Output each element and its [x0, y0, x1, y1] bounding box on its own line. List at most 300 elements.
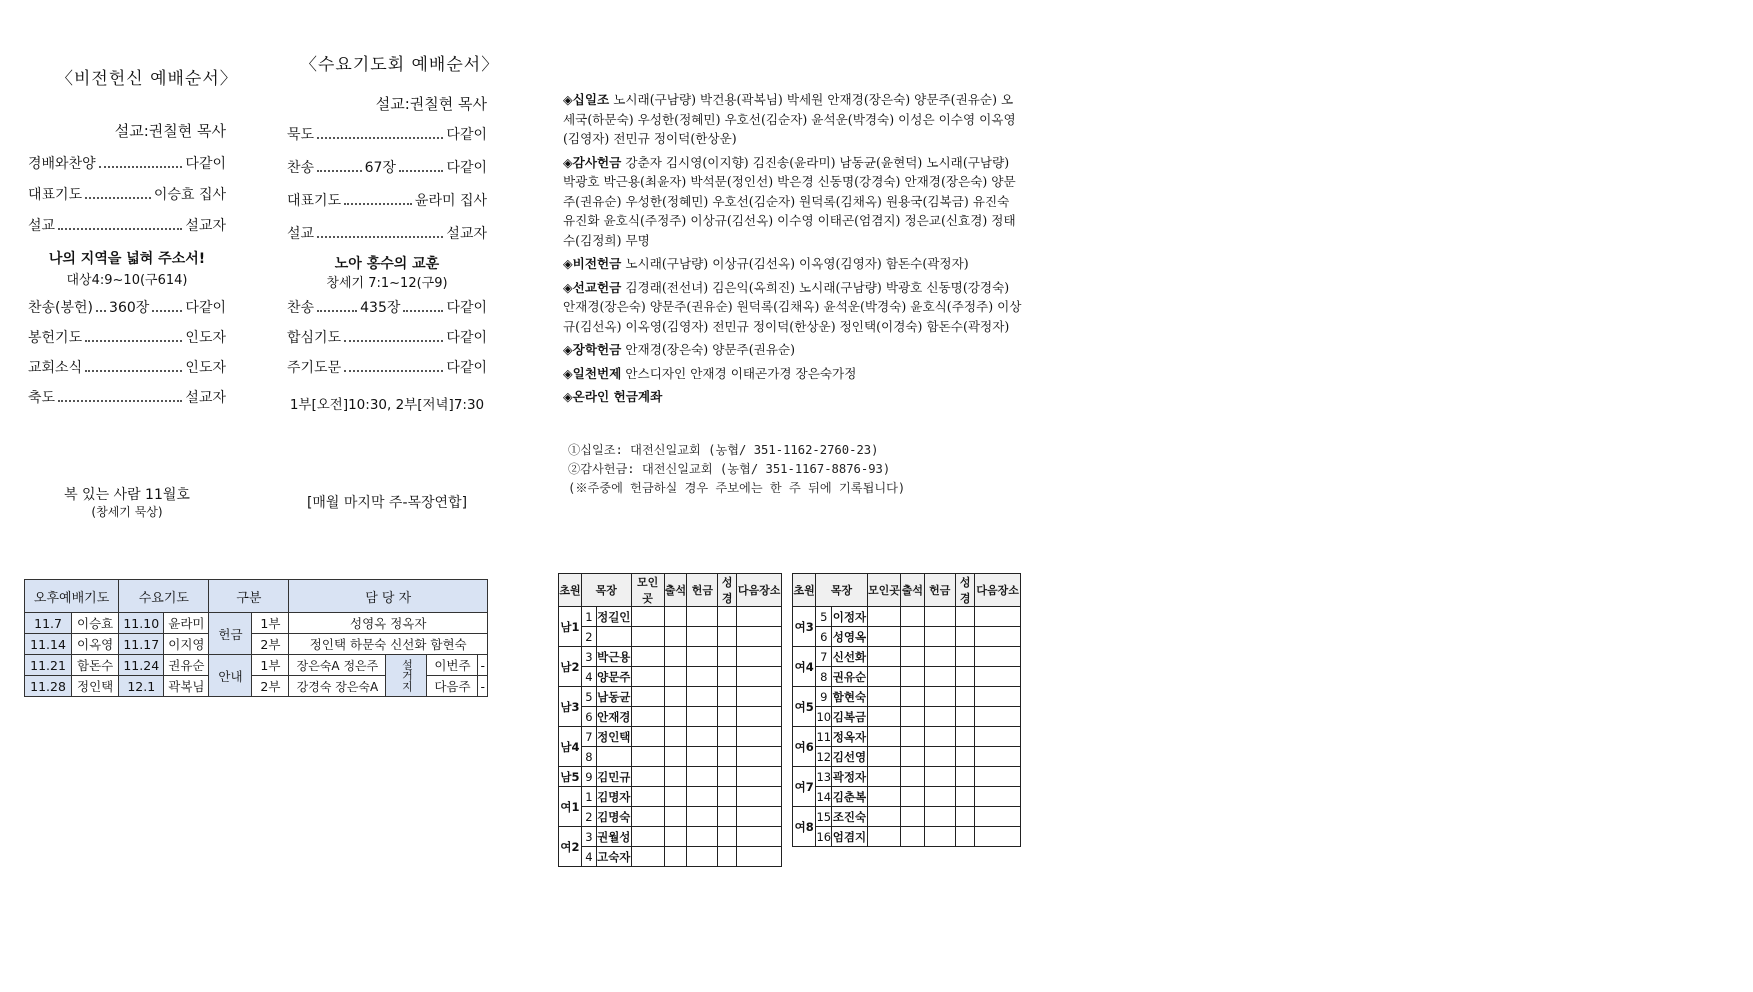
item-label: 대표기도 [287, 193, 342, 209]
vision-item [28, 153, 226, 173]
group-label: 여2 [559, 827, 582, 867]
attendance-cell [718, 707, 737, 727]
duty-assignees: 장은숙A 정은주 [289, 655, 386, 676]
mokjang-leader: 남동균 [596, 687, 631, 707]
duty-cleaning-person: - [478, 655, 488, 676]
attendance-cell [956, 767, 975, 787]
attendance-cell [631, 727, 664, 747]
attendance-cell [901, 687, 924, 707]
mokjang-leader: 신선화 [832, 647, 868, 667]
offering-head: ◈장학헌금 [563, 342, 622, 357]
attendance-cell [664, 847, 687, 867]
attendance-cell [975, 727, 1021, 747]
offering-head: ◈감사헌금 [563, 154, 622, 170]
duty-cleaning-week: 이번주 [427, 655, 478, 676]
attendance-header: 다음장소 [737, 574, 782, 607]
item-label: 축도 [28, 390, 56, 406]
attendance-cell [631, 667, 664, 687]
attendance-cell [631, 687, 664, 707]
wednesday-item [287, 157, 487, 177]
item-value: 설교자 [185, 390, 226, 406]
attendance-cell [975, 607, 1021, 627]
group-label: 남4 [559, 727, 582, 767]
mokjang-leader: 안재경 [596, 707, 631, 727]
attendance-row [559, 707, 782, 727]
attendance-cell [718, 727, 737, 747]
duty-cleaning-label: 설거지 [386, 655, 427, 697]
wednesday-order-list-1 [287, 124, 487, 243]
attendance-cell [901, 807, 924, 827]
attendance-header: 모인곳 [631, 574, 664, 607]
attendance-cell [718, 807, 737, 827]
mokjang-leader: 이정자 [832, 607, 868, 627]
attendance-row [793, 707, 1021, 727]
attendance-header: 초원 [793, 574, 816, 607]
mokjang-leader: 성영옥 [832, 627, 868, 647]
group-label: 남3 [559, 687, 582, 727]
attendance-cell [687, 767, 718, 787]
attendance-header-row [793, 574, 1021, 607]
duty-header: 담 당 자 [289, 580, 488, 613]
item-mid: 360장 [109, 300, 150, 316]
attendance-cell [956, 707, 975, 727]
wednesday-item [287, 124, 487, 144]
mokjang-leader [596, 747, 631, 767]
attendance-cell [737, 667, 782, 687]
wednesday-item [287, 327, 487, 347]
vision-footer-sub: (창세기 묵상) [91, 505, 163, 519]
attendance-cell [956, 687, 975, 707]
vision-item [28, 327, 226, 347]
item-label: 경배와찬양 [28, 156, 96, 172]
attendance-row [793, 647, 1021, 667]
attendance-cell [924, 707, 955, 727]
account-line: ①십일조: 대전신일교회 (농협/ 351-1162-2760-23) [568, 443, 879, 457]
offering-head: ◈일천번제 [563, 365, 622, 381]
wednesday-title: 〈수요기도회 예배순서〉 [300, 55, 500, 75]
attendance-row [793, 727, 1021, 747]
attendance-cell [664, 667, 687, 687]
attendance-cell [867, 727, 900, 747]
attendance-cell [924, 647, 955, 667]
attendance-cell [924, 807, 955, 827]
mokjang-leader: 김복금 [832, 707, 868, 727]
item-label: 찬송 [287, 160, 315, 176]
offering-names: 노시래(구남량) 이상규(김선옥) 이옥영(김영자) 함돈수(곽정자) [625, 256, 969, 271]
attendance-header: 출석 [664, 574, 687, 607]
attendance-header: 출석 [901, 574, 924, 607]
attendance-cell [901, 767, 924, 787]
attendance-cell [718, 627, 737, 647]
duty-date: 11.10 [119, 613, 164, 634]
attendance-cell [975, 767, 1021, 787]
item-value: 다같이 [446, 127, 487, 143]
vision-order-list-2 [28, 297, 226, 407]
duty-person: 곽복님 [164, 676, 209, 697]
duty-row [25, 655, 488, 676]
attendance-row [559, 827, 782, 847]
duty-person: 정인택 [72, 676, 119, 697]
duty-date: 12.1 [119, 676, 164, 697]
duty-person: 함돈수 [72, 655, 119, 676]
vision-sermon-ref: 대상4:9~10(구614) [66, 273, 188, 288]
attendance-cell [975, 667, 1021, 687]
attendance-cell [901, 667, 924, 687]
attendance-cell [718, 687, 737, 707]
attendance-cell [975, 747, 1021, 767]
mokjang-leader: 고숙자 [596, 847, 631, 867]
attendance-cell [687, 607, 718, 627]
mokjang-number: 16 [816, 827, 832, 847]
attendance-row [793, 627, 1021, 647]
attendance-cell [737, 827, 782, 847]
item-value: 인도자 [185, 330, 226, 346]
attendance-cell [664, 627, 687, 647]
attendance-cell [687, 827, 718, 847]
mokjang-leader: 김명숙 [596, 807, 631, 827]
attendance-cell [956, 787, 975, 807]
attendance-row [559, 607, 782, 627]
vision-preacher: 설교:권칠현 목사 [114, 122, 226, 140]
offering-vision [563, 254, 1023, 274]
mokjang-number: 6 [581, 707, 596, 727]
mokjang-number: 13 [816, 767, 832, 787]
group-label: 여5 [793, 687, 816, 727]
duty-category: 안내 [209, 655, 252, 697]
attendance-cell [924, 667, 955, 687]
attendance-table-left [558, 573, 782, 867]
attendance-header: 성경 [718, 574, 737, 607]
duty-table [24, 579, 488, 697]
item-label: 설교 [28, 218, 56, 234]
offering-list [563, 90, 1023, 411]
mokjang-number: 11 [816, 727, 832, 747]
attendance-cell [867, 667, 900, 687]
attendance-cell [975, 807, 1021, 827]
mokjang-leader: 엄겸지 [832, 827, 868, 847]
attendance-row [793, 607, 1021, 627]
attendance-cell [631, 747, 664, 767]
attendance-cell [901, 647, 924, 667]
attendance-header: 목장 [816, 574, 867, 607]
attendance-cell [664, 727, 687, 747]
attendance-header: 목장 [581, 574, 631, 607]
mokjang-number: 5 [581, 687, 596, 707]
attendance-row [793, 747, 1021, 767]
attendance-cell [924, 787, 955, 807]
duty-assignees: 정인택 하문숙 신선화 함현숙 [289, 634, 488, 655]
item-label: 주기도문 [287, 360, 342, 376]
attendance-cell [664, 747, 687, 767]
attendance-cell [901, 827, 924, 847]
group-label: 여8 [793, 807, 816, 847]
item-value: 설교자 [446, 226, 487, 242]
attendance-cell [737, 707, 782, 727]
offering-scholarship [563, 340, 1023, 360]
wednesday-item [287, 297, 487, 317]
attendance-cell [975, 707, 1021, 727]
attendance-cell [867, 647, 900, 667]
wednesday-preacher: 설교:권칠현 목사 [375, 95, 487, 113]
attendance-cell [718, 787, 737, 807]
attendance-cell [901, 787, 924, 807]
attendance-cell [867, 767, 900, 787]
wednesday-times: 1부[오전]10:30, 2부[저녁]7:30 [289, 397, 485, 413]
duty-person: 이승효 [72, 613, 119, 634]
mokjang-number: 4 [581, 667, 596, 687]
attendance-row [793, 807, 1021, 827]
group-label: 여7 [793, 767, 816, 807]
mokjang-leader: 김민규 [596, 767, 631, 787]
mokjang-number: 8 [581, 747, 596, 767]
attendance-cell [737, 847, 782, 867]
item-value: 다같이 [185, 300, 226, 316]
item-value: 설교자 [185, 218, 226, 234]
duty-cleaning-week: 다음주 [427, 676, 478, 697]
mokjang-leader: 정인택 [596, 727, 631, 747]
attendance-header: 성경 [956, 574, 975, 607]
attendance-cell [867, 807, 900, 827]
mokjang-number: 8 [816, 667, 832, 687]
mokjang-leader: 정길인 [596, 607, 631, 627]
duty-sub: 1부 [252, 613, 289, 634]
duty-date: 11.24 [119, 655, 164, 676]
mokjang-number: 14 [816, 787, 832, 807]
mokjang-number: 15 [816, 807, 832, 827]
mokjang-number: 1 [581, 787, 596, 807]
attendance-row [559, 787, 782, 807]
wednesday-item [287, 357, 487, 377]
attendance-cell [956, 727, 975, 747]
wednesday-item [287, 223, 487, 243]
duty-person: 권유순 [164, 655, 209, 676]
attendance-cell [631, 707, 664, 727]
attendance-cell [718, 607, 737, 627]
wednesday-item [287, 190, 487, 210]
attendance-cell [924, 627, 955, 647]
duty-person: 이지영 [164, 634, 209, 655]
attendance-cell [956, 607, 975, 627]
attendance-cell [687, 727, 718, 747]
attendance-cell [901, 607, 924, 627]
attendance-cell [631, 827, 664, 847]
vision-footer-title: 복 있는 사람 11월호 [64, 487, 190, 503]
attendance-row [559, 807, 782, 827]
attendance-row [793, 687, 1021, 707]
attendance-cell [687, 627, 718, 647]
mokjang-leader: 권월성 [596, 827, 631, 847]
offering-thousand [563, 364, 1023, 384]
vision-item [28, 387, 226, 407]
attendance-cell [956, 827, 975, 847]
mokjang-number: 1 [581, 607, 596, 627]
offering-names: 강춘자 김시영(이지향) 김진송(윤라미) 남동균(윤현덕) 노시래(구남량) 박광호 박근용(최윤자) 박석문(정인선) 박은경 신동명(강경숙) 안재경(장은숙) 양문주(권유순) 우성한(정혜민) 우호선(김순자) 원덕록(김채옥) 원용국(김복금) 유진숙 유진화 윤호식(주정주) 이상규(김선옥) 이수영 이태곤(엄겸지) 정은교(신효경) 정태수(김정희) 무명 [563, 154, 1016, 248]
item-label: 합심기도 [287, 330, 342, 346]
attendance-cell [687, 647, 718, 667]
duty-person: 이옥영 [72, 634, 119, 655]
duty-sub: 2부 [252, 634, 289, 655]
item-value: 다같이 [185, 156, 226, 172]
attendance-row [559, 767, 782, 787]
item-value: 다같이 [446, 300, 488, 316]
duty-date: 11.17 [119, 634, 164, 655]
mokjang-leader: 조진숙 [832, 807, 868, 827]
duty-date: 11.14 [25, 634, 72, 655]
group-label: 여3 [793, 607, 816, 647]
attendance-cell [867, 747, 900, 767]
attendance-cell [867, 707, 900, 727]
mokjang-leader: 함현숙 [832, 687, 868, 707]
duty-date: 11.7 [25, 613, 72, 634]
attendance-cell [664, 687, 687, 707]
attendance-cell [867, 627, 900, 647]
vision-order-list-1 [28, 153, 226, 235]
wednesday-sermon-ref: 창세기 7:1~12(구9) [326, 276, 448, 291]
attendance-row [559, 667, 782, 687]
attendance-cell [975, 627, 1021, 647]
duty-header: 구분 [209, 580, 289, 613]
attendance-header: 헌금 [687, 574, 718, 607]
attendance-row [793, 667, 1021, 687]
offering-mission [563, 278, 1023, 337]
attendance-cell [924, 727, 955, 747]
mokjang-number: 5 [816, 607, 832, 627]
wednesday-footer: [매월 마지막 주-목장연합] [306, 495, 468, 511]
duty-header: 수요기도 [119, 580, 209, 613]
group-label: 남5 [559, 767, 582, 787]
mokjang-number: 2 [581, 807, 596, 827]
vision-item [28, 215, 226, 235]
attendance-cell [924, 767, 955, 787]
mokjang-number: 7 [581, 727, 596, 747]
item-label: 찬송 [287, 300, 315, 316]
item-label: 대표기도 [28, 187, 83, 203]
item-value: 다같이 [446, 330, 487, 346]
attendance-cell [664, 827, 687, 847]
account-line: ②감사헌금: 대전신일교회 (농협/ 351-1167-8876-93) [568, 462, 891, 476]
item-label: 봉헌기도 [28, 330, 83, 346]
attendance-cell [687, 687, 718, 707]
duty-person: 윤라미 [164, 613, 209, 634]
vision-item [28, 297, 226, 317]
item-value: 윤라미 집사 [414, 193, 487, 209]
attendance-cell [664, 647, 687, 667]
mokjang-number: 3 [581, 647, 596, 667]
attendance-row [559, 687, 782, 707]
attendance-cell [687, 807, 718, 827]
attendance-cell [737, 727, 782, 747]
attendance-cell [901, 747, 924, 767]
attendance-cell [956, 627, 975, 647]
attendance-cell [718, 647, 737, 667]
attendance-cell [956, 747, 975, 767]
offering-tithe [563, 90, 1023, 149]
offering-names: 김경래(전선녀) 김은익(옥희진) 노시래(구남량) 박광호 신동명(강경숙) 안재경(장은숙) 양문주(권유순) 원덕록(김채옥) 윤석운(박경숙) 윤호식(주정주) 이상규(김선옥) 이옥영(김영자) 전민규 정이덕(한상운) 정인택(이경숙) 함돈수(곽정자) [563, 279, 1022, 334]
attendance-cell [631, 807, 664, 827]
attendance-cell [867, 687, 900, 707]
attendance-cell [924, 827, 955, 847]
item-label: 묵도 [287, 127, 315, 143]
item-value: 다같이 [446, 360, 487, 376]
attendance-row [793, 827, 1021, 847]
attendance-row [793, 767, 1021, 787]
attendance-cell [901, 727, 924, 747]
attendance-cell [631, 787, 664, 807]
attendance-cell [975, 787, 1021, 807]
attendance-header: 다음장소 [975, 574, 1021, 607]
online-head: ◈온라인 헌금계좌 [563, 389, 663, 404]
attendance-cell [737, 607, 782, 627]
attendance-cell [718, 767, 737, 787]
duty-header: 오후예배기도 [25, 580, 119, 613]
group-label: 여1 [559, 787, 582, 827]
attendance-cell [664, 807, 687, 827]
duty-date: 11.21 [25, 655, 72, 676]
vision-title: 〈비전헌신 예배순서〉 [56, 69, 238, 89]
duty-row [25, 634, 488, 655]
mokjang-number: 9 [816, 687, 832, 707]
vision-item [28, 357, 226, 377]
attendance-cell [737, 627, 782, 647]
attendance-cell [901, 707, 924, 727]
mokjang-number: 9 [581, 767, 596, 787]
attendance-cell [975, 647, 1021, 667]
offering-head: ◈선교헌금 [563, 279, 622, 295]
attendance-row [559, 647, 782, 667]
attendance-cell [664, 787, 687, 807]
attendance-cell [687, 847, 718, 867]
mokjang-leader: 김선영 [832, 747, 868, 767]
attendance-cell [867, 827, 900, 847]
mokjang-number: 7 [816, 647, 832, 667]
vision-item [28, 184, 226, 204]
mokjang-number: 12 [816, 747, 832, 767]
attendance-cell [687, 667, 718, 687]
attendance-cell [737, 647, 782, 667]
wednesday-sermon-title: 노아 홍수의 교훈 [334, 256, 440, 272]
attendance-row [559, 727, 782, 747]
attendance-cell [664, 607, 687, 627]
attendance-cell [924, 687, 955, 707]
attendance-cell [924, 607, 955, 627]
mokjang-leader: 곽정자 [832, 767, 868, 787]
item-label: 설교 [287, 226, 315, 242]
item-label: 교회소식 [28, 360, 83, 376]
item-mid: 435장 [360, 300, 401, 316]
duty-cleaning-person: - [478, 676, 488, 697]
attendance-row [793, 787, 1021, 807]
attendance-cell [867, 607, 900, 627]
mokjang-number: 10 [816, 707, 832, 727]
attendance-cell [737, 807, 782, 827]
mokjang-leader: 박근용 [596, 647, 631, 667]
attendance-cell [737, 747, 782, 767]
item-mid: 67장 [364, 160, 396, 176]
attendance-cell [956, 807, 975, 827]
duty-category: 헌금 [209, 613, 252, 655]
attendance-table-right [792, 573, 1021, 847]
attendance-cell [687, 787, 718, 807]
attendance-row [559, 627, 782, 647]
attendance-cell [956, 647, 975, 667]
group-label: 남2 [559, 647, 582, 687]
attendance-cell [631, 647, 664, 667]
attendance-cell [631, 607, 664, 627]
group-label: 남1 [559, 607, 582, 647]
attendance-cell [956, 667, 975, 687]
attendance-cell [737, 767, 782, 787]
attendance-cell [924, 747, 955, 767]
